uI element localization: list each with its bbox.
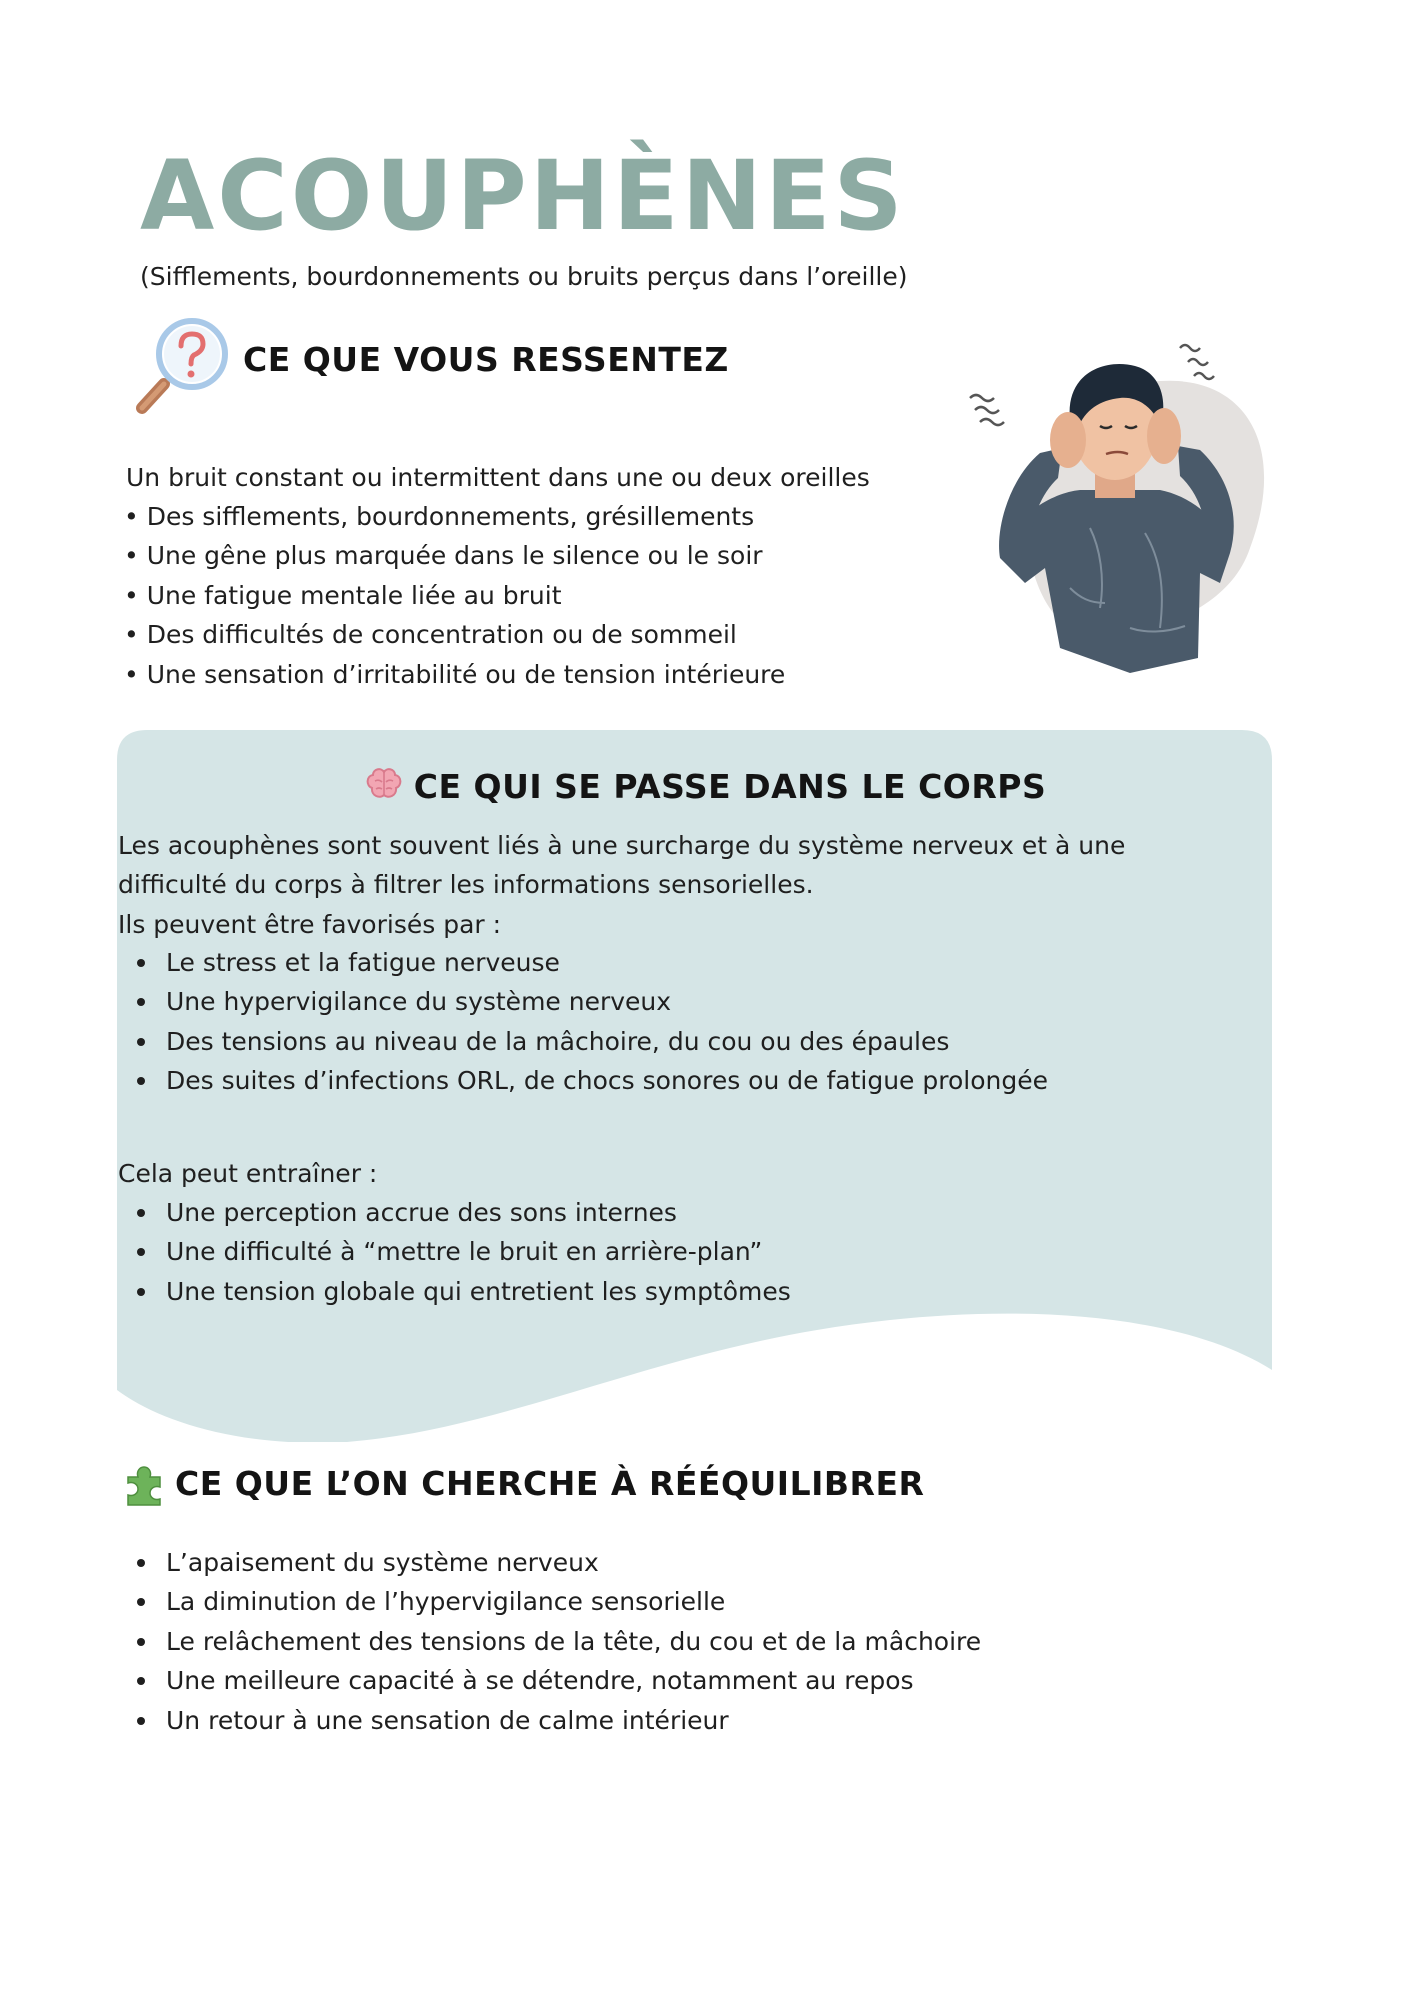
effects-list — [118, 1193, 791, 1311]
list-item: Une tension globale qui entretient les symptômes — [118, 1272, 791, 1311]
page-title: ACOUPHÈNES — [140, 140, 906, 252]
list-item: • Une gêne plus marquée dans le silence ou le soir — [124, 541, 763, 571]
paragraph-line: difficulté du corps à filtrer les informations sensorielles. — [118, 870, 814, 900]
list-item: Des tensions au niveau de la mâchoire, du cou ou des épaules — [118, 1022, 1048, 1061]
list-item: • Une fatigue mentale liée au bruit — [124, 580, 562, 610]
page-subtitle: (Sifflements, bourdonnements ou bruits perçus dans l’oreille) — [140, 262, 908, 291]
list-item: Des suites d’infections ORL, de chocs sonores ou de fatigue prolongée — [118, 1061, 1048, 1100]
list-item: Une hypervigilance du système nerveux — [118, 982, 1048, 1021]
symptoms-intro: Un bruit constant ou intermittent dans une ou deux oreilles — [126, 463, 870, 492]
list-item: La diminution de l’hypervigilance sensorielle — [118, 1582, 981, 1621]
list-item: • Une sensation d’irritabilité ou de tension intérieure — [124, 659, 786, 689]
list-item: Le relâchement des tensions de la tête, du cou et de la mâchoire — [118, 1622, 981, 1661]
paragraph-line: Ils peuvent être favorisés par : — [118, 909, 502, 939]
list-item: Une perception accrue des sons internes — [118, 1193, 791, 1232]
magnifier-question-icon — [134, 312, 238, 416]
list-item: • Des sifflements, bourdonnements, grésillements — [124, 502, 755, 531]
symptoms-list — [124, 497, 785, 694]
list-item: • Des difficultés de concentration ou de sommeil — [124, 620, 737, 650]
list-item: Le stress et la fatigue nerveuse — [118, 943, 1048, 982]
list-item: Une difficulté à “mettre le bruit en arrière-plan” — [118, 1232, 791, 1271]
causes-list — [118, 943, 1048, 1101]
list-item: Une meilleure capacité à se détendre, notamment au repos — [118, 1661, 981, 1700]
paragraph-line: Les acouphènes sont souvent liés à une surcharge du système nerveux et à une — [118, 831, 1126, 860]
section-title-body-label: CE QUI SE PASSE DANS LE CORPS — [413, 767, 1047, 806]
rebalance-list — [118, 1543, 981, 1740]
section-title-body — [0, 766, 1410, 806]
puzzle-piece-icon — [124, 1465, 166, 1507]
man-covering-ears-illustration — [930, 328, 1290, 688]
list-item: Un retour à une sensation de calme intérieur — [118, 1701, 981, 1740]
effects-intro: Cela peut entraîner : — [118, 1159, 378, 1188]
body-paragraph — [118, 826, 1125, 944]
list-item: L’apaisement du système nerveux — [118, 1543, 981, 1582]
section-title-rebalance: CE QUE L’ON CHERCHE À RÉÉQUILIBRER — [175, 1464, 925, 1503]
brain-icon — [364, 766, 404, 802]
section-title-symptoms: CE QUE VOUS RESSENTEZ — [243, 340, 729, 379]
